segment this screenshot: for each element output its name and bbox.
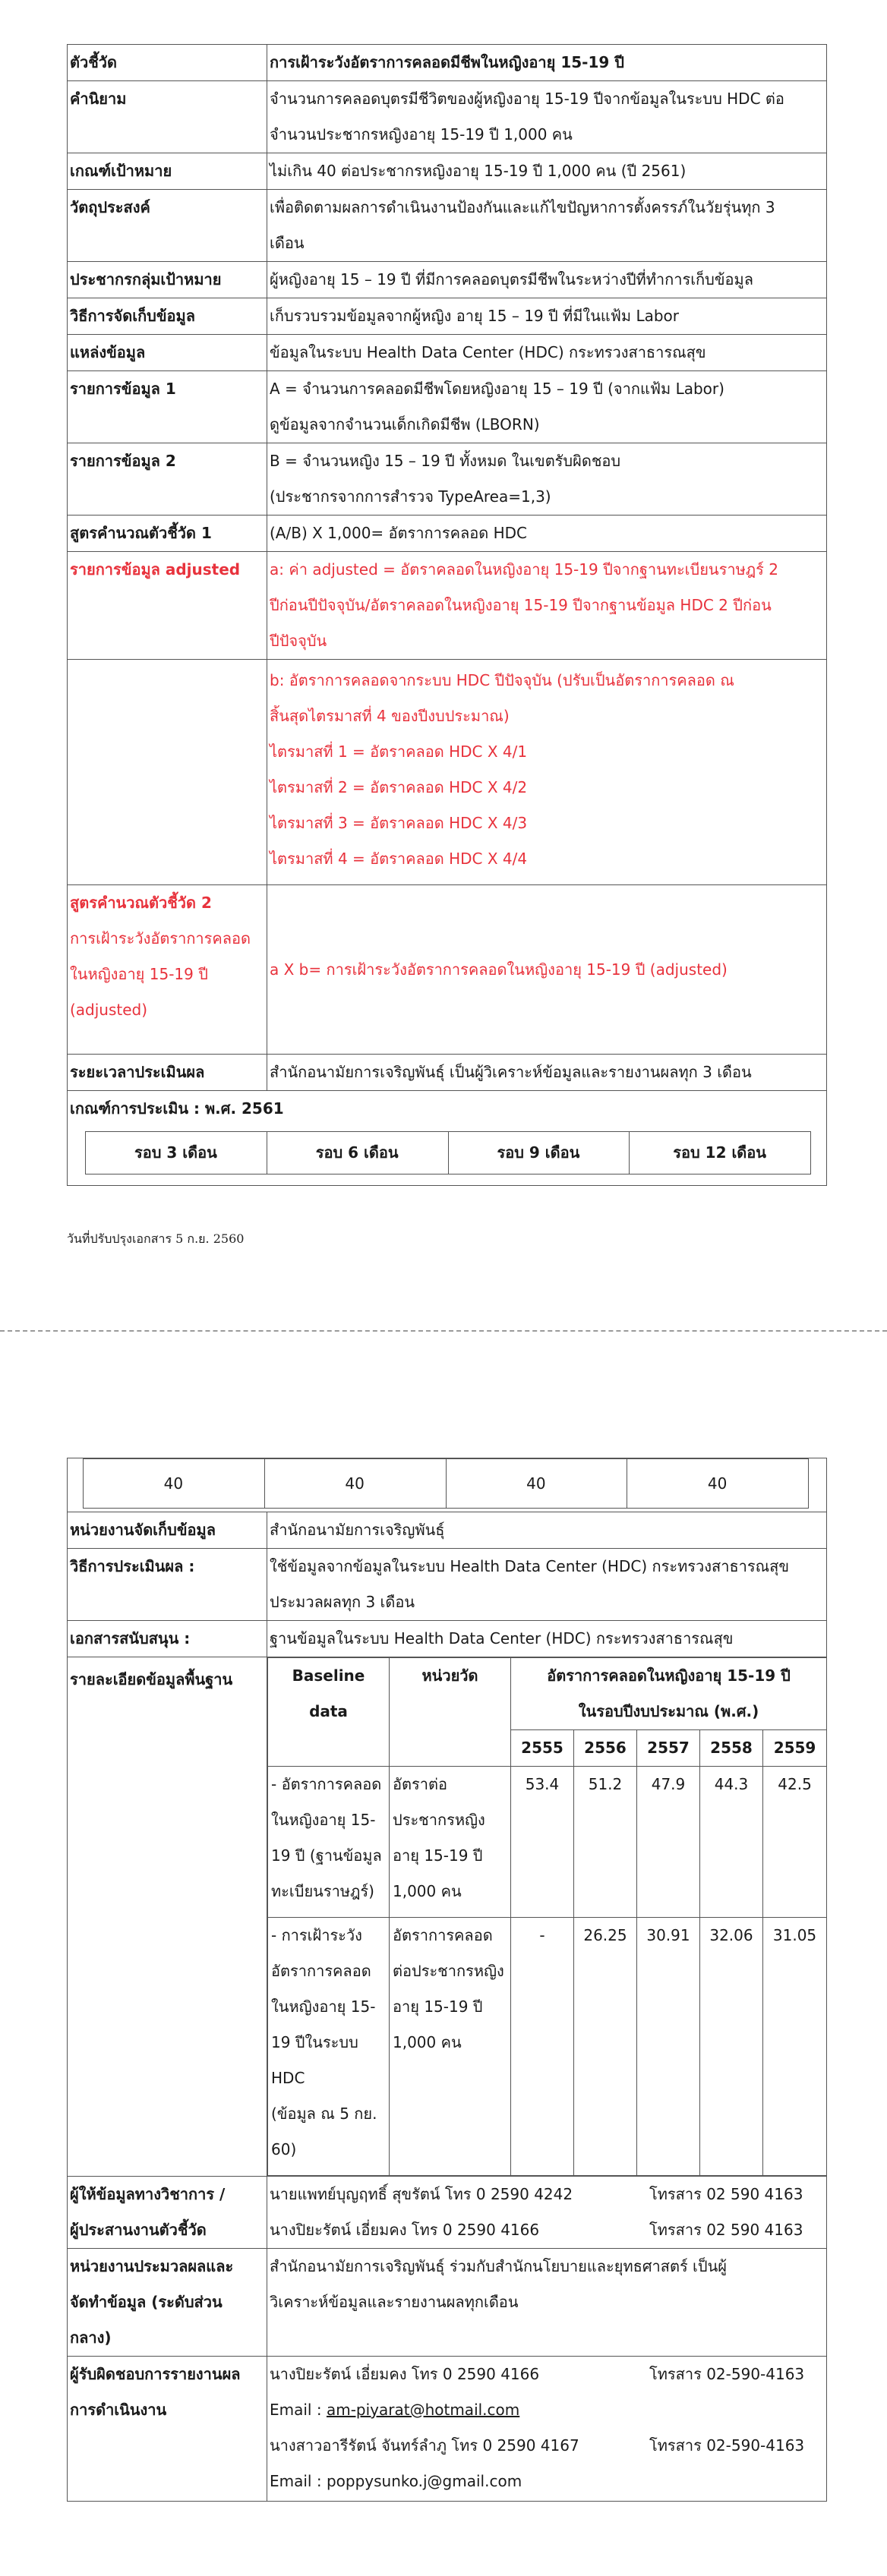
indicator-table bbox=[67, 44, 827, 1186]
info-row bbox=[68, 298, 827, 335]
baseline-value: 51.2 bbox=[574, 1767, 637, 1918]
baseline-value: 26.25 bbox=[574, 1918, 637, 2176]
update-note: วันที่ปรับปรุงเอกสาร 5 ก.ย. 2560 bbox=[67, 1231, 245, 1246]
adjusted-b-line: ไตรมาสที่ 3 = อัตราคลอด HDC X 4/3 bbox=[270, 814, 528, 832]
value-line: ข้อมูลในระบบ Health Data Center (HDC) กระทรวงสาธารณสุข bbox=[270, 343, 706, 361]
baseline-data-line: ในหญิงอายุ 15- bbox=[271, 1997, 376, 2016]
adjusted-a-line: a: ค่า adjusted = อัตราคลอดในหญิงอายุ 15-19 ปีจากฐานทะเบียนราษฎร์ 2 bbox=[270, 560, 779, 579]
year-header: 2555 bbox=[511, 1730, 574, 1767]
value-line: เก็บรวบรวมข้อมูลจากผู้หญิง อายุ 15 – 19 ปี ที่มีในแฟ้ม Labor bbox=[270, 307, 680, 325]
contact-text: นายแพทย์บุญฤทธิ์ สุขรัตน์ โทร 0 2590 4242 bbox=[270, 2185, 573, 2203]
baseline-value: 53.4 bbox=[511, 1767, 574, 1918]
contact-text: นางปิยะรัตน์ เอี่ยมคง โทร 0 2590 4166 bbox=[270, 2365, 540, 2383]
contact-line bbox=[270, 2428, 823, 2464]
baseline-unit-line: 1,000 คน bbox=[393, 2033, 462, 2051]
value-line: (ประชากรจากการสำรวจ TypeArea=1,3) bbox=[270, 487, 551, 506]
baseline-unit-line: อายุ 15-19 ปี bbox=[393, 1997, 483, 2016]
baseline-table bbox=[267, 1657, 827, 2176]
baseline-unit-line: ต่อประชากรหญิง bbox=[393, 1962, 504, 1980]
contact-text: นางสาวอารีรัตน์ จันทร์ลำภู โทร 0 2590 4167 bbox=[270, 2436, 579, 2455]
value-line: จำนวนการคลอดบุตรมีชีวิตของผู้หญิงอายุ 15-19 ปีจากข้อมูลในระบบ HDC ต่อ bbox=[270, 90, 784, 108]
formula2-sub-line: (adjusted) bbox=[70, 1001, 148, 1019]
email-line bbox=[270, 2392, 823, 2428]
baseline-unit-line: อัตราการคลอด bbox=[393, 1926, 493, 1944]
row-value bbox=[267, 153, 827, 190]
indicator-table-continued bbox=[67, 1458, 827, 2502]
baseline-row bbox=[68, 1657, 827, 2177]
eval-period-value: สำนักอนามัยการเจริญพันธุ์ เป็นผู้วิเคราะห์ข้อมูลและรายงานผลทุก 3 เดือน bbox=[267, 1055, 827, 1091]
row-label: สูตรคำนวณตัวชี้วัด 1 bbox=[68, 516, 267, 552]
row-value bbox=[267, 335, 827, 371]
adjusted-b-row bbox=[68, 660, 827, 885]
baseline-data-line: - อัตราการคลอด bbox=[271, 1775, 382, 1793]
info-row bbox=[68, 443, 827, 516]
baseline-data-line: ทะเบียนราษฎร์) bbox=[271, 1882, 374, 1900]
info-row bbox=[68, 153, 827, 190]
row-label: ตัวชี้วัด bbox=[68, 45, 267, 81]
adjusted-a bbox=[267, 552, 827, 660]
criteria-title: เกณฑ์การประเมิน : พ.ศ. 2561 bbox=[70, 1099, 284, 1118]
row-value bbox=[267, 1549, 827, 1621]
contact-line bbox=[270, 2212, 823, 2248]
row-label: ประชากรกลุ่มเป้าหมาย bbox=[68, 262, 267, 298]
info-row bbox=[68, 45, 827, 81]
formula2-sub-line: ในหญิงอายุ 15-19 ปี bbox=[70, 965, 208, 983]
round-values-cell bbox=[68, 1458, 827, 1512]
row-value bbox=[267, 190, 827, 262]
baseline-data-line: (ข้อมูล ณ 5 กย. bbox=[271, 2105, 377, 2123]
value-line: ใช้ข้อมูลจากข้อมูลในระบบ Health Data Center (HDC) กระทรวงสาธารณสุข bbox=[270, 1557, 790, 1575]
baseline-data-line: ในหญิงอายุ 15- bbox=[271, 1811, 376, 1829]
contact-fax: โทรสาร 02-590-4163 bbox=[649, 2365, 805, 2383]
row-value bbox=[267, 81, 827, 153]
round-header: รอบ 6 เดือน bbox=[267, 1132, 448, 1174]
row-label: แหล่งข้อมูล bbox=[68, 335, 267, 371]
info-row bbox=[68, 516, 827, 552]
formula2-label: สูตรคำนวณตัวชี้วัด 2 bbox=[70, 894, 212, 912]
processing-row bbox=[68, 2249, 827, 2357]
academic-contacts bbox=[267, 2177, 827, 2249]
year-header: 2557 bbox=[637, 1730, 700, 1767]
baseline-value: 47.9 bbox=[637, 1767, 700, 1918]
round-values-row bbox=[68, 1458, 827, 1512]
value-line: (A/B) X 1,000= อัตราการคลอด HDC bbox=[270, 524, 527, 542]
eval-period-label: ระยะเวลาประเมินผล bbox=[68, 1055, 267, 1091]
round-value: 40 bbox=[627, 1459, 809, 1509]
academic-contacts-label bbox=[68, 2177, 267, 2249]
row-label: รายการข้อมูล 1 bbox=[68, 371, 267, 443]
baseline-value: 44.3 bbox=[700, 1767, 763, 1918]
formula2-row bbox=[68, 885, 827, 1055]
info-row bbox=[68, 1512, 827, 1549]
academic-contacts-row bbox=[68, 2177, 827, 2249]
label-line: การดำเนินงาน bbox=[70, 2401, 167, 2419]
formula2-value: a X b= การเฝ้าระวังอัตราการคลอดในหญิงอายุ 15-19 ปี (adjusted) bbox=[267, 885, 827, 1055]
email-link[interactable]: am-piyarat@hotmail.com bbox=[326, 2401, 520, 2419]
baseline-value: 30.91 bbox=[637, 1918, 700, 2176]
baseline-value: 32.06 bbox=[700, 1918, 763, 2176]
criteria-cell bbox=[68, 1091, 827, 1186]
row-value bbox=[267, 443, 827, 516]
row-value bbox=[267, 1512, 827, 1549]
round-header: รอบ 3 เดือน bbox=[86, 1132, 267, 1174]
label-line: ผู้รับผิดชอบการรายงานผล bbox=[70, 2365, 241, 2383]
round-value: 40 bbox=[446, 1459, 627, 1509]
value-line: ฐานข้อมูลในระบบ Health Data Center (HDC) กระทรวงสาธารณสุข bbox=[270, 1629, 734, 1647]
value-line: ประมวลผลทุก 3 เดือน bbox=[270, 1593, 415, 1611]
round-header: รอบ 9 เดือน bbox=[448, 1132, 630, 1174]
rounds-table bbox=[85, 1131, 811, 1174]
baseline-unit bbox=[390, 1767, 511, 1918]
contact-text: นางปิยะรัตน์ เอี่ยมคง โทร 0 2590 4166 bbox=[270, 2221, 540, 2239]
info-row bbox=[68, 1549, 827, 1621]
baseline-data bbox=[268, 1918, 390, 2176]
value-line: สำนักอนามัยการเจริญพันธุ์ ร่วมกับสำนักนโยบายและยุทธศาสตร์ เป็นผู้ bbox=[270, 2257, 727, 2275]
label-line: ผู้ประสานงานตัวชี้วัด bbox=[70, 2221, 207, 2239]
value-line: จำนวนประชากรหญิงอายุ 15-19 ปี 1,000 คน bbox=[270, 125, 573, 143]
baseline-unit bbox=[390, 1918, 511, 2176]
row-label: หน่วยงานจัดเก็บข้อมูล bbox=[68, 1512, 267, 1549]
row-value bbox=[267, 298, 827, 335]
adjusted-b-line: ไตรมาสที่ 4 = อัตราคลอด HDC X 4/4 bbox=[270, 850, 528, 868]
value-line: B = จำนวนหญิง 15 – 19 ปี ทั้งหมด ในเขตรับผิดชอบ bbox=[270, 452, 621, 470]
email-text: poppysunko.j@gmail.com bbox=[326, 2472, 522, 2490]
formula2-sub-line: การเฝ้าระวังอัตราการคลอด bbox=[70, 929, 251, 947]
baseline-cell bbox=[267, 1657, 827, 2177]
formula2-label-cell bbox=[68, 885, 267, 1055]
contact-fax: โทรสาร 02-590-4163 bbox=[649, 2436, 805, 2455]
info-row bbox=[68, 1621, 827, 1657]
baseline-group-line: ในรอบปีงบประมาณ (พ.ศ.) bbox=[578, 1702, 759, 1720]
row-label: รายการข้อมูล 2 bbox=[68, 443, 267, 516]
row-value bbox=[267, 516, 827, 552]
baseline-data-line: อัตราการคลอด bbox=[271, 1962, 371, 1980]
baseline-data-line: 60) bbox=[271, 2140, 297, 2158]
email-line bbox=[270, 2464, 823, 2499]
label-line: ผู้ให้ข้อมูลทางวิชาการ / bbox=[70, 2185, 226, 2203]
info-row bbox=[68, 371, 827, 443]
year-header: 2559 bbox=[763, 1730, 827, 1767]
responsible-label bbox=[68, 2357, 267, 2502]
value-line: ผู้หญิงอายุ 15 – 19 ปี ที่มีการคลอดบุตรมีชีพในระหว่างปีที่ทำการเก็บข้อมูล bbox=[270, 270, 753, 288]
value-line: การเฝ้าระวังอัตราการคลอดมีชีพในหญิงอายุ 15-19 ปี bbox=[270, 53, 624, 71]
baseline-unit-line: อายุ 15-19 ปี bbox=[393, 1846, 483, 1865]
adjusted-label: รายการข้อมูล adjusted bbox=[68, 552, 267, 660]
baseline-value: 31.05 bbox=[763, 1918, 827, 2176]
round-header: รอบ 12 เดือน bbox=[630, 1132, 811, 1174]
adjusted-a-line: ปีก่อนปีปัจจุบัน/อัตราคลอดในหญิงอายุ 15-19 ปีจากฐานข้อมูล HDC 2 ปีก่อน bbox=[270, 596, 772, 614]
baseline-data-line: - การเฝ้าระวัง bbox=[271, 1926, 362, 1944]
baseline-value: 42.5 bbox=[763, 1767, 827, 1918]
value-line: เพื่อติดตามผลการดำเนินงานป้องกันและแก้ไขปัญหาการตั้งครรภ์ในวัยรุ่นทุก 3 bbox=[270, 198, 775, 216]
baseline-group-line: อัตราการคลอดในหญิงอายุ 15-19 ปี bbox=[547, 1666, 791, 1685]
baseline-header-group bbox=[511, 1658, 827, 1730]
baseline-data-line: 19 ปี (ฐานข้อมูล bbox=[271, 1846, 382, 1865]
row-value bbox=[267, 371, 827, 443]
baseline-data-row bbox=[268, 1918, 827, 2176]
processing-value bbox=[267, 2249, 827, 2357]
year-header: 2558 bbox=[700, 1730, 763, 1767]
eval-period-row bbox=[68, 1055, 827, 1091]
email-label: Email : bbox=[270, 2472, 327, 2490]
baseline-data-row bbox=[268, 1767, 827, 1918]
adjusted-b-line: สิ้นสุดไตรมาสที่ 4 ของปีงบประมาณ) bbox=[270, 707, 510, 725]
info-row bbox=[68, 81, 827, 153]
adjusted-a-line: ปีปัจจุบัน bbox=[270, 632, 327, 650]
contact-fax: โทรสาร 02 590 4163 bbox=[649, 2185, 803, 2203]
processing-label bbox=[68, 2249, 267, 2357]
row-value bbox=[267, 45, 827, 81]
email-label: Email : bbox=[270, 2401, 327, 2419]
round-value: 40 bbox=[264, 1459, 446, 1509]
value-line: ดูข้อมูลจากจำนวนเด็กเกิดมีชีพ (LBORN) bbox=[270, 415, 540, 434]
baseline-unit-line: อัตราต่อ bbox=[393, 1775, 447, 1793]
baseline-value: - bbox=[511, 1918, 574, 2176]
contact-line bbox=[270, 2177, 823, 2212]
row-value bbox=[267, 1621, 827, 1657]
criteria-row bbox=[68, 1091, 827, 1186]
baseline-data-line: 19 ปีในระบบ bbox=[271, 2033, 358, 2051]
baseline-label: รายละเอียดข้อมูลพื้นฐาน bbox=[68, 1657, 267, 2177]
year-header: 2556 bbox=[574, 1730, 637, 1767]
document-page-2 bbox=[0, 1336, 887, 2576]
adjusted-row bbox=[68, 552, 827, 660]
value-line: วิเคราะห์ข้อมูลและรายงานผลทุกเดือน bbox=[270, 2293, 519, 2311]
adjusted-b bbox=[267, 660, 827, 885]
info-row bbox=[68, 262, 827, 298]
baseline-header-data: Baseline data bbox=[268, 1658, 390, 1767]
page-break bbox=[0, 1330, 887, 1332]
info-row bbox=[68, 335, 827, 371]
round-value: 40 bbox=[84, 1459, 265, 1509]
baseline-unit-line: ประชากรหญิง bbox=[393, 1811, 485, 1829]
contact-fax: โทรสาร 02 590 4163 bbox=[649, 2221, 803, 2239]
row-label: วิธีการจัดเก็บข้อมูล bbox=[68, 298, 267, 335]
row-label: วิธีการประเมินผล : bbox=[68, 1549, 267, 1621]
baseline-data bbox=[268, 1767, 390, 1918]
contact-line bbox=[270, 2357, 823, 2392]
value-line: สำนักอนามัยการเจริญพันธุ์ bbox=[270, 1521, 445, 1539]
row-value bbox=[267, 262, 827, 298]
adjusted-b-line: b: อัตราการคลอดจากระบบ HDC ปีปัจจุบัน (ปรับเป็นอัตราการคลอด ณ bbox=[270, 671, 734, 689]
adjusted-b-line: ไตรมาสที่ 1 = อัตราคลอด HDC X 4/1 bbox=[270, 743, 528, 761]
label-line: จัดทำข้อมูล (ระดับส่วนกลาง) bbox=[70, 2293, 223, 2347]
responsible-row bbox=[68, 2357, 827, 2502]
baseline-unit-line: 1,000 คน bbox=[393, 1882, 462, 1900]
empty-label-cell bbox=[68, 660, 267, 885]
row-label: เกณฑ์เป้าหมาย bbox=[68, 153, 267, 190]
value-line: ไม่เกิน 40 ต่อประชากรหญิงอายุ 15-19 ปี 1,000 คน (ปี 2561) bbox=[270, 162, 687, 180]
row-label: วัตถุประสงค์ bbox=[68, 190, 267, 262]
baseline-data-line: HDC bbox=[271, 2069, 305, 2087]
adjusted-b-line: ไตรมาสที่ 2 = อัตราคลอด HDC X 4/2 bbox=[270, 778, 528, 796]
baseline-header-unit: หน่วยวัด bbox=[390, 1658, 511, 1767]
label-line: หน่วยงานประมวลผลและ bbox=[70, 2257, 234, 2275]
row-label: คำนิยาม bbox=[68, 81, 267, 153]
value-line: A = จำนวนการคลอดมีชีพโดยหญิงอายุ 15 – 19 ปี (จากแฟ้ม Labor) bbox=[270, 380, 724, 398]
value-line: เดือน bbox=[270, 234, 305, 252]
info-row bbox=[68, 190, 827, 262]
round-values-table bbox=[83, 1458, 809, 1509]
row-label: เอกสารสนับสนุน : bbox=[68, 1621, 267, 1657]
responsible-contacts bbox=[267, 2357, 827, 2502]
